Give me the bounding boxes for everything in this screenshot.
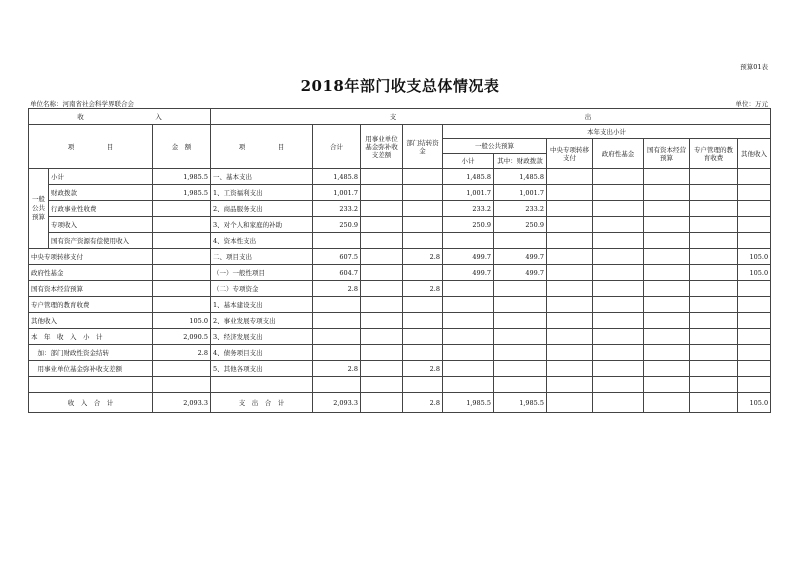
cell-inst: [361, 377, 403, 393]
expense-item: [211, 377, 313, 393]
table-row: [29, 345, 771, 361]
cell-inst: [361, 169, 403, 185]
header-item: 项 目: [29, 125, 153, 169]
income-amount: 105.0: [153, 313, 211, 329]
cell-carry: [403, 233, 443, 249]
income-item: 财政拨款: [49, 185, 153, 201]
cell-fiscal: [494, 345, 547, 361]
table-row: [29, 201, 771, 217]
expense-item: 1、工资福利支出: [211, 185, 313, 201]
cell-total: [313, 233, 361, 249]
cell-sub: [443, 361, 494, 377]
cell-central: [547, 329, 593, 345]
cell-gov: [593, 377, 644, 393]
cell-gov: [593, 297, 644, 313]
cell-other: [738, 313, 771, 329]
cell-sub: [443, 345, 494, 361]
totals-row: [29, 393, 771, 413]
cell-soe: [644, 329, 690, 345]
cell-total: [313, 345, 361, 361]
cell-carry: [403, 265, 443, 281]
cell-carry: [403, 201, 443, 217]
income-item: [29, 377, 153, 393]
cell-sub: [443, 377, 494, 393]
expense-item: 2、商品服务支出: [211, 201, 313, 217]
cell-inst: [361, 313, 403, 329]
cell-sub: 1,485.8: [443, 169, 494, 185]
cell-inst: [361, 297, 403, 313]
expense-item: 一、基本支出: [211, 169, 313, 185]
expense-item: 2、事业发展专项支出: [211, 313, 313, 329]
cell-total: 250.9: [313, 217, 361, 233]
cell-soe: [644, 169, 690, 185]
cell-edu: [690, 281, 738, 297]
cell-sub: 250.9: [443, 217, 494, 233]
cell-other: [738, 185, 771, 201]
cell-other: [738, 345, 771, 361]
cell-central: [547, 345, 593, 361]
cell-other: 105.0: [738, 265, 771, 281]
cell-inst: [361, 233, 403, 249]
expense-item: 二、项目支出: [211, 249, 313, 265]
cell-inst: [361, 249, 403, 265]
cell-total: 607.5: [313, 249, 361, 265]
income-amount: [153, 361, 211, 377]
income-amount: [153, 249, 211, 265]
table-row: [29, 233, 771, 249]
table-row: [29, 185, 771, 201]
table-row: [29, 329, 771, 345]
cell-soe: [644, 313, 690, 329]
cell-gov: [593, 201, 644, 217]
total-other: 105.0: [738, 393, 771, 413]
cell-gov: [593, 345, 644, 361]
table-row: [29, 217, 771, 233]
income-item: 行政事业性收费: [49, 201, 153, 217]
income-item: 小计: [49, 169, 153, 185]
income-amount: [153, 281, 211, 297]
cell-gov: [593, 265, 644, 281]
cell-soe: [644, 361, 690, 377]
cell-central: [547, 233, 593, 249]
cell-total: 1,485.8: [313, 169, 361, 185]
cell-central: [547, 249, 593, 265]
cell-edu: [690, 345, 738, 361]
income-item: 政府性基金: [29, 265, 153, 281]
cell-sub: 499.7: [443, 249, 494, 265]
cell-inst: [361, 201, 403, 217]
cell-gov: [593, 329, 644, 345]
cell-soe: [644, 185, 690, 201]
table-row: [29, 377, 771, 393]
income-item: 其他收入: [29, 313, 153, 329]
cell-sub: 499.7: [443, 265, 494, 281]
cell-carry: 2.8: [403, 249, 443, 265]
cell-carry: [403, 169, 443, 185]
cell-central: [547, 281, 593, 297]
header-income: 收 入: [29, 109, 211, 125]
cell-other: [738, 281, 771, 297]
cell-other: [738, 377, 771, 393]
income-item: 中央专项转移支付: [29, 249, 153, 265]
cell-other: [738, 361, 771, 377]
cell-central: [547, 361, 593, 377]
income-item: 国有资产资源有偿使用收入: [49, 233, 153, 249]
cell-carry: 2.8: [403, 361, 443, 377]
income-amount: [153, 233, 211, 249]
cell-central: [547, 201, 593, 217]
income-item: 专项收入: [49, 217, 153, 233]
cell-edu: [690, 297, 738, 313]
header-fiscal-of-which: 其中：财政拨款: [494, 154, 547, 169]
expense-item: 4、债务项目支出: [211, 345, 313, 361]
cell-total: 2.8: [313, 281, 361, 297]
total-inst: [361, 393, 403, 413]
cell-central: [547, 377, 593, 393]
cell-carry: [403, 313, 443, 329]
table-row: [29, 361, 771, 377]
income-item: 本 年 收 入 小 计: [29, 329, 153, 345]
cell-other: [738, 217, 771, 233]
table-row: [29, 281, 771, 297]
cell-inst: [361, 217, 403, 233]
cell-central: [547, 169, 593, 185]
cell-edu: [690, 185, 738, 201]
currency-unit: 单位：万元: [735, 100, 768, 108]
group-label: 一般公共预算: [29, 169, 49, 249]
cell-carry: [403, 345, 443, 361]
total-edu: [690, 393, 738, 413]
cell-fiscal: 499.7: [494, 249, 547, 265]
header-inst-supp: 用事业单位基金弥补收支差额: [361, 125, 403, 169]
cell-carry: [403, 377, 443, 393]
income-total-label: 收 入 合 计: [29, 393, 153, 413]
income-amount: 1,985.5: [153, 185, 211, 201]
cell-central: [547, 313, 593, 329]
cell-other: [738, 329, 771, 345]
page-title: 2018年部门收支总体情况表: [300, 77, 500, 95]
income-item: 用事业单位基金弥补收支差额: [29, 361, 153, 377]
cell-gov: [593, 249, 644, 265]
table-row: [29, 297, 771, 313]
header-row-1: [29, 109, 771, 125]
cell-edu: [690, 361, 738, 377]
cell-edu: [690, 233, 738, 249]
cell-fiscal: [494, 377, 547, 393]
table-row: [29, 265, 771, 281]
cell-sub: [443, 297, 494, 313]
header-general-budget: 一般公共预算: [443, 139, 547, 154]
cell-fiscal: [494, 361, 547, 377]
cell-carry: [403, 329, 443, 345]
cell-other: 105.0: [738, 249, 771, 265]
cell-soe: [644, 265, 690, 281]
cell-sub: 1,001.7: [443, 185, 494, 201]
cell-other: [738, 201, 771, 217]
income-amount: 2.8: [153, 345, 211, 361]
unit-name: 单位名称：河南省社会科学界联合会: [30, 100, 134, 108]
cell-gov: [593, 233, 644, 249]
header-total: 合计: [313, 125, 361, 169]
cell-carry: [403, 297, 443, 313]
income-item: 国有资本经营预算: [29, 281, 153, 297]
cell-fiscal: [494, 329, 547, 345]
expense-item: （一）一般性项目: [211, 265, 313, 281]
cell-fiscal: 1,001.7: [494, 185, 547, 201]
expense-item: 4、资本性支出: [211, 233, 313, 249]
cell-total: [313, 377, 361, 393]
cell-sub: 233.2: [443, 201, 494, 217]
header-central-transfer: 中央专项转移支付: [547, 139, 593, 169]
cell-sub: [443, 329, 494, 345]
expense-item: （二）专项资金: [211, 281, 313, 297]
total-gov: [593, 393, 644, 413]
cell-edu: [690, 249, 738, 265]
cell-gov: [593, 217, 644, 233]
cell-inst: [361, 345, 403, 361]
cell-carry: 2.8: [403, 281, 443, 297]
cell-sub: [443, 313, 494, 329]
header-other-income: 其他收入: [738, 139, 771, 169]
header-soe-capital: 国有资本经营预算: [644, 139, 690, 169]
cell-soe: [644, 377, 690, 393]
cell-edu: [690, 377, 738, 393]
expense-total-label: 支 出 合 计: [211, 393, 313, 413]
total-total: 2,093.3: [313, 393, 361, 413]
cell-inst: [361, 185, 403, 201]
cell-total: 2.8: [313, 361, 361, 377]
cell-edu: [690, 313, 738, 329]
budget-table: [28, 108, 771, 413]
cell-edu: [690, 329, 738, 345]
total-carry: 2.8: [403, 393, 443, 413]
cell-central: [547, 297, 593, 313]
cell-fiscal: [494, 297, 547, 313]
header-carryover: 部门结转资金: [403, 125, 443, 169]
cell-carry: [403, 217, 443, 233]
cell-inst: [361, 281, 403, 297]
cell-soe: [644, 249, 690, 265]
header-item2: 项 目: [211, 125, 313, 169]
cell-total: 233.2: [313, 201, 361, 217]
cell-other: [738, 233, 771, 249]
cell-gov: [593, 281, 644, 297]
cell-edu: [690, 169, 738, 185]
cell-total: 1,001.7: [313, 185, 361, 201]
cell-soe: [644, 217, 690, 233]
income-amount: [153, 265, 211, 281]
cell-gov: [593, 313, 644, 329]
cell-central: [547, 265, 593, 281]
income-amount: 1,985.5: [153, 169, 211, 185]
total-sub: 1,985.5: [443, 393, 494, 413]
cell-edu: [690, 265, 738, 281]
header-amount: 金 额: [153, 125, 211, 169]
cell-soe: [644, 281, 690, 297]
cell-fiscal: 250.9: [494, 217, 547, 233]
cell-gov: [593, 185, 644, 201]
form-code: 预算01表: [740, 63, 768, 71]
cell-soe: [644, 233, 690, 249]
cell-sub: [443, 233, 494, 249]
header-gov-fund: 政府性基金: [593, 139, 644, 169]
income-amount: [153, 377, 211, 393]
cell-sub: [443, 281, 494, 297]
expense-item: 5、其他各项支出: [211, 361, 313, 377]
table-row: [29, 313, 771, 329]
cell-central: [547, 217, 593, 233]
cell-fiscal: [494, 281, 547, 297]
income-total-amount: 2,093.3: [153, 393, 211, 413]
cell-fiscal: 1,485.8: [494, 169, 547, 185]
cell-other: [738, 169, 771, 185]
expense-item: 3、经济发展支出: [211, 329, 313, 345]
cell-gov: [593, 169, 644, 185]
cell-total: 604.7: [313, 265, 361, 281]
income-item: 加：部门财政性资金结转: [29, 345, 153, 361]
cell-soe: [644, 345, 690, 361]
cell-edu: [690, 201, 738, 217]
income-amount: [153, 217, 211, 233]
cell-total: [313, 297, 361, 313]
cell-soe: [644, 297, 690, 313]
income-amount: [153, 201, 211, 217]
cell-other: [738, 297, 771, 313]
expense-item: 1、基本建设支出: [211, 297, 313, 313]
income-amount: [153, 297, 211, 313]
total-central: [547, 393, 593, 413]
cell-gov: [593, 361, 644, 377]
cell-edu: [690, 217, 738, 233]
cell-inst: [361, 329, 403, 345]
cell-carry: [403, 185, 443, 201]
header-edu-fee: 专户管理的教育收费: [690, 139, 738, 169]
cell-inst: [361, 265, 403, 281]
expense-item: 3、对个人和家庭的补助: [211, 217, 313, 233]
cell-inst: [361, 361, 403, 377]
header-row-2: [29, 125, 771, 139]
header-subtotal: 小计: [443, 154, 494, 169]
income-item: 专户管理的教育收费: [29, 297, 153, 313]
table-row: [29, 169, 771, 185]
cell-fiscal: [494, 233, 547, 249]
cell-soe: [644, 201, 690, 217]
total-soe: [644, 393, 690, 413]
cell-total: [313, 313, 361, 329]
cell-fiscal: 499.7: [494, 265, 547, 281]
income-amount: 2,090.5: [153, 329, 211, 345]
table-row: [29, 249, 771, 265]
cell-fiscal: [494, 313, 547, 329]
cell-total: [313, 329, 361, 345]
header-expense: 支 出: [211, 109, 771, 125]
total-fiscal: 1,985.5: [494, 393, 547, 413]
cell-central: [547, 185, 593, 201]
header-year-subtotal: 本年支出小计: [443, 125, 771, 139]
cell-fiscal: 233.2: [494, 201, 547, 217]
